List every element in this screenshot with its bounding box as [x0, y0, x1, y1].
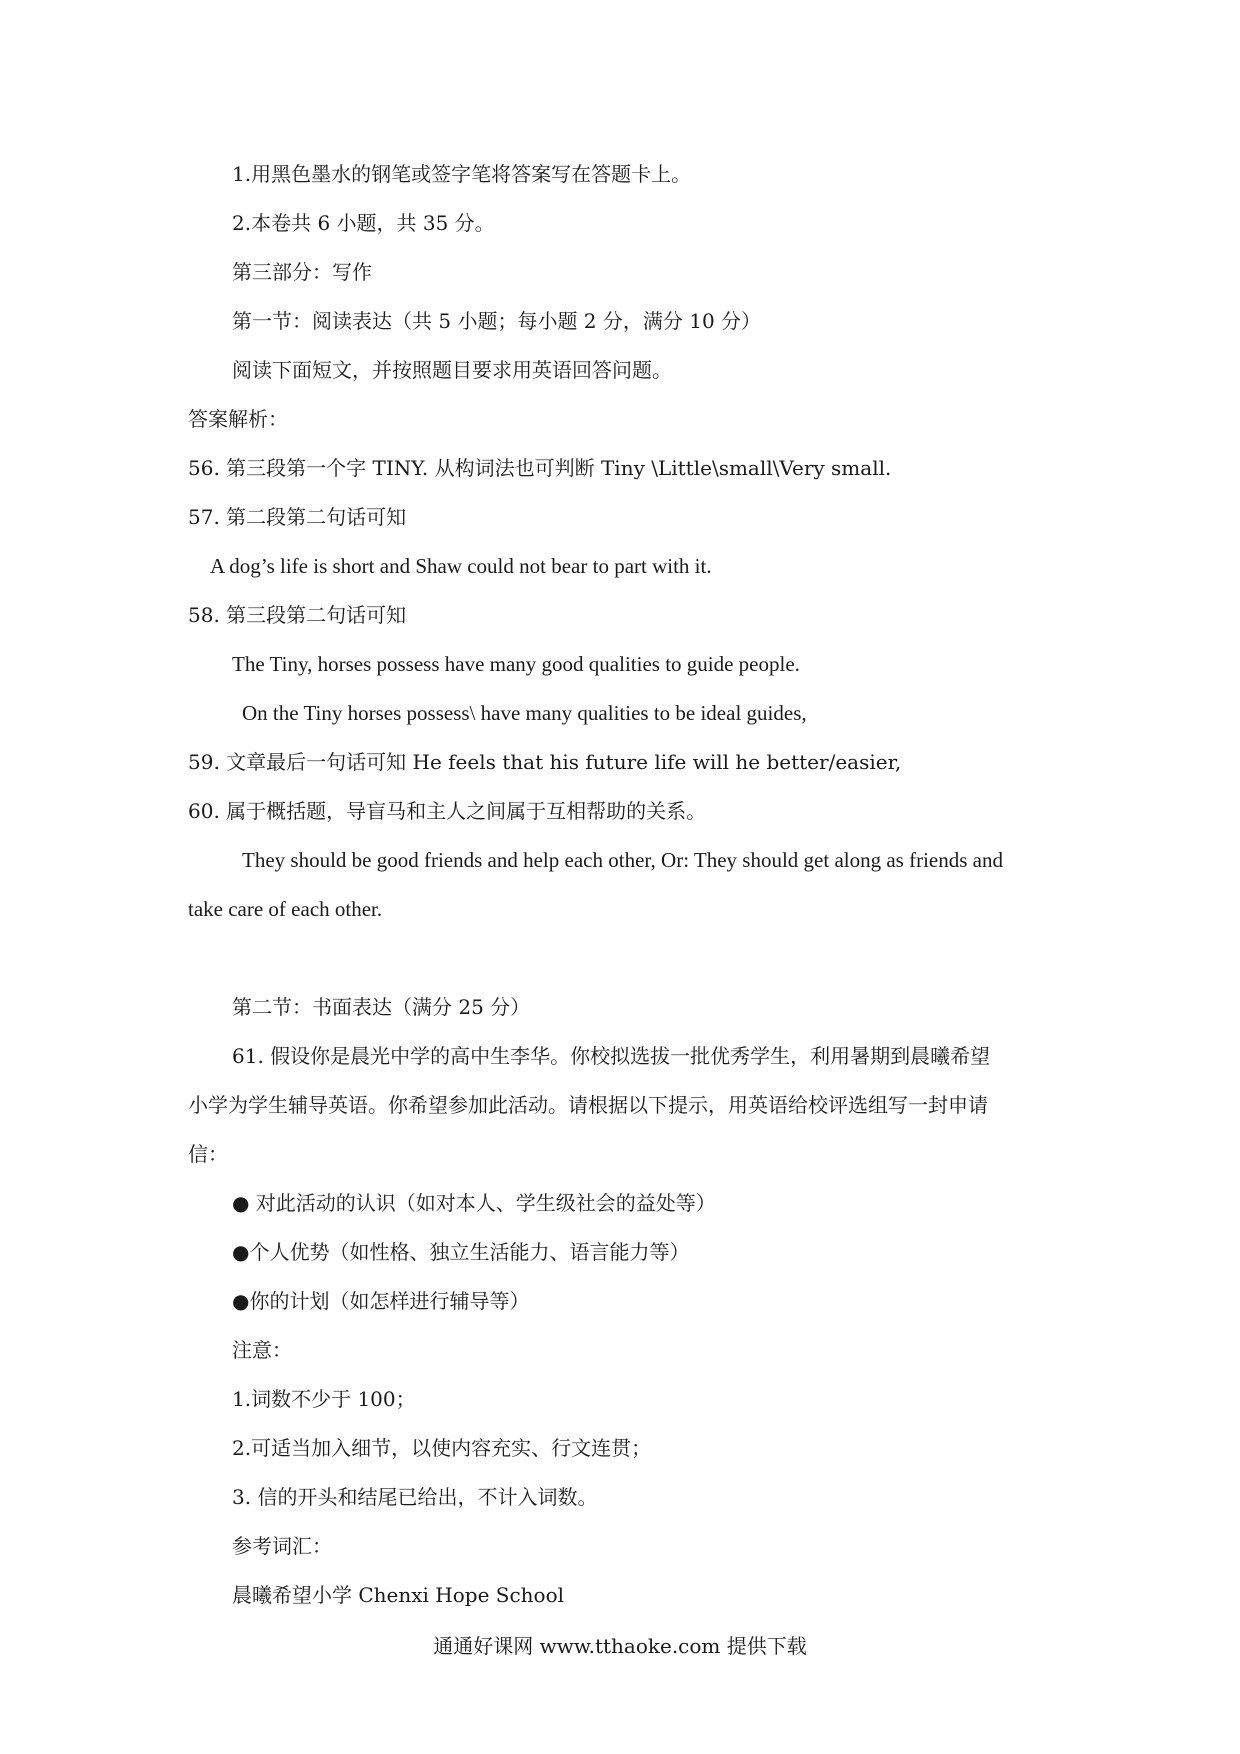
answer-57: 57. 第二段第二句话可知	[188, 505, 407, 529]
instruction-item-1: 1.用黑色墨水的钢笔或签字笔将答案写在答题卡上。	[232, 162, 692, 186]
answer-58-sentence-1: The Tiny, horses possess have many good qualities to guide people.	[232, 652, 800, 676]
bullet-item-1: ● 对此活动的认识（如对本人、学生级社会的益处等）	[232, 1191, 716, 1215]
page-footer: 通通好课网 www.tthaoke.com 提供下载	[433, 1634, 807, 1658]
question-61-line-2: 小学为学生辅导英语。你希望参加此活动。请根据以下提示，用英语给校评选组写一封申请	[188, 1093, 988, 1117]
answer-60-sentence-line-1: They should be good friends and help each other, Or: They should get along as friends and	[242, 848, 1003, 872]
section-one-instruction: 阅读下面短文，并按照题目要求用英语回答问题。	[232, 358, 672, 382]
note-item-1: 1.词数不少于 100；	[232, 1387, 416, 1411]
answer-59: 59. 文章最后一句话可知 He feels that his future life will he better/easier,	[188, 750, 902, 774]
section-one-title: 第一节：阅读表达（共 5 小题；每小题 2 分，满分 10 分）	[232, 309, 762, 333]
answer-analysis-heading: 答案解析：	[188, 407, 288, 431]
bullet-item-2: ●个人优势（如性格、独立生活能力、语言能力等）	[232, 1240, 690, 1264]
question-61-line-1: 61. 假设你是晨光中学的高中生李华。你校拟选拔一批优秀学生，利用暑期到晨曦希望	[232, 1044, 991, 1068]
vocab-item-1: 晨曦希望小学 Chenxi Hope School	[232, 1583, 565, 1607]
notes-heading: 注意：	[232, 1338, 292, 1362]
part-three-title: 第三部分：写作	[232, 260, 372, 284]
bullet-item-3: ●你的计划（如怎样进行辅导等）	[232, 1289, 530, 1313]
note-item-2: 2.可适当加入细节，以使内容充实、行文连贯；	[232, 1436, 652, 1460]
answer-58-sentence-2: On the Tiny horses possess\ have many qualities to be ideal guides,	[242, 701, 807, 725]
answer-57-sentence: A dog’s life is short and Shaw could not bear to part with it.	[210, 554, 712, 578]
instruction-item-2: 2.本卷共 6 小题，共 35 分。	[232, 211, 495, 235]
answer-60-sentence-line-2: take care of each other.	[188, 897, 383, 921]
section-two-title: 第二节：书面表达（满分 25 分）	[232, 995, 531, 1019]
vocab-heading: 参考词汇：	[232, 1534, 332, 1558]
answer-56: 56. 第三段第一个字 TINY. 从构词法也可判断 Tiny \Little\small\Very small.	[188, 456, 892, 480]
note-item-3: 3. 信的开头和结尾已给出，不计入词数。	[232, 1485, 598, 1509]
answer-60: 60. 属于概括题，导盲马和主人之间属于互相帮助的关系。	[188, 799, 707, 823]
question-61-line-3: 信：	[188, 1142, 228, 1166]
answer-58: 58. 第三段第二句话可知	[188, 603, 407, 627]
